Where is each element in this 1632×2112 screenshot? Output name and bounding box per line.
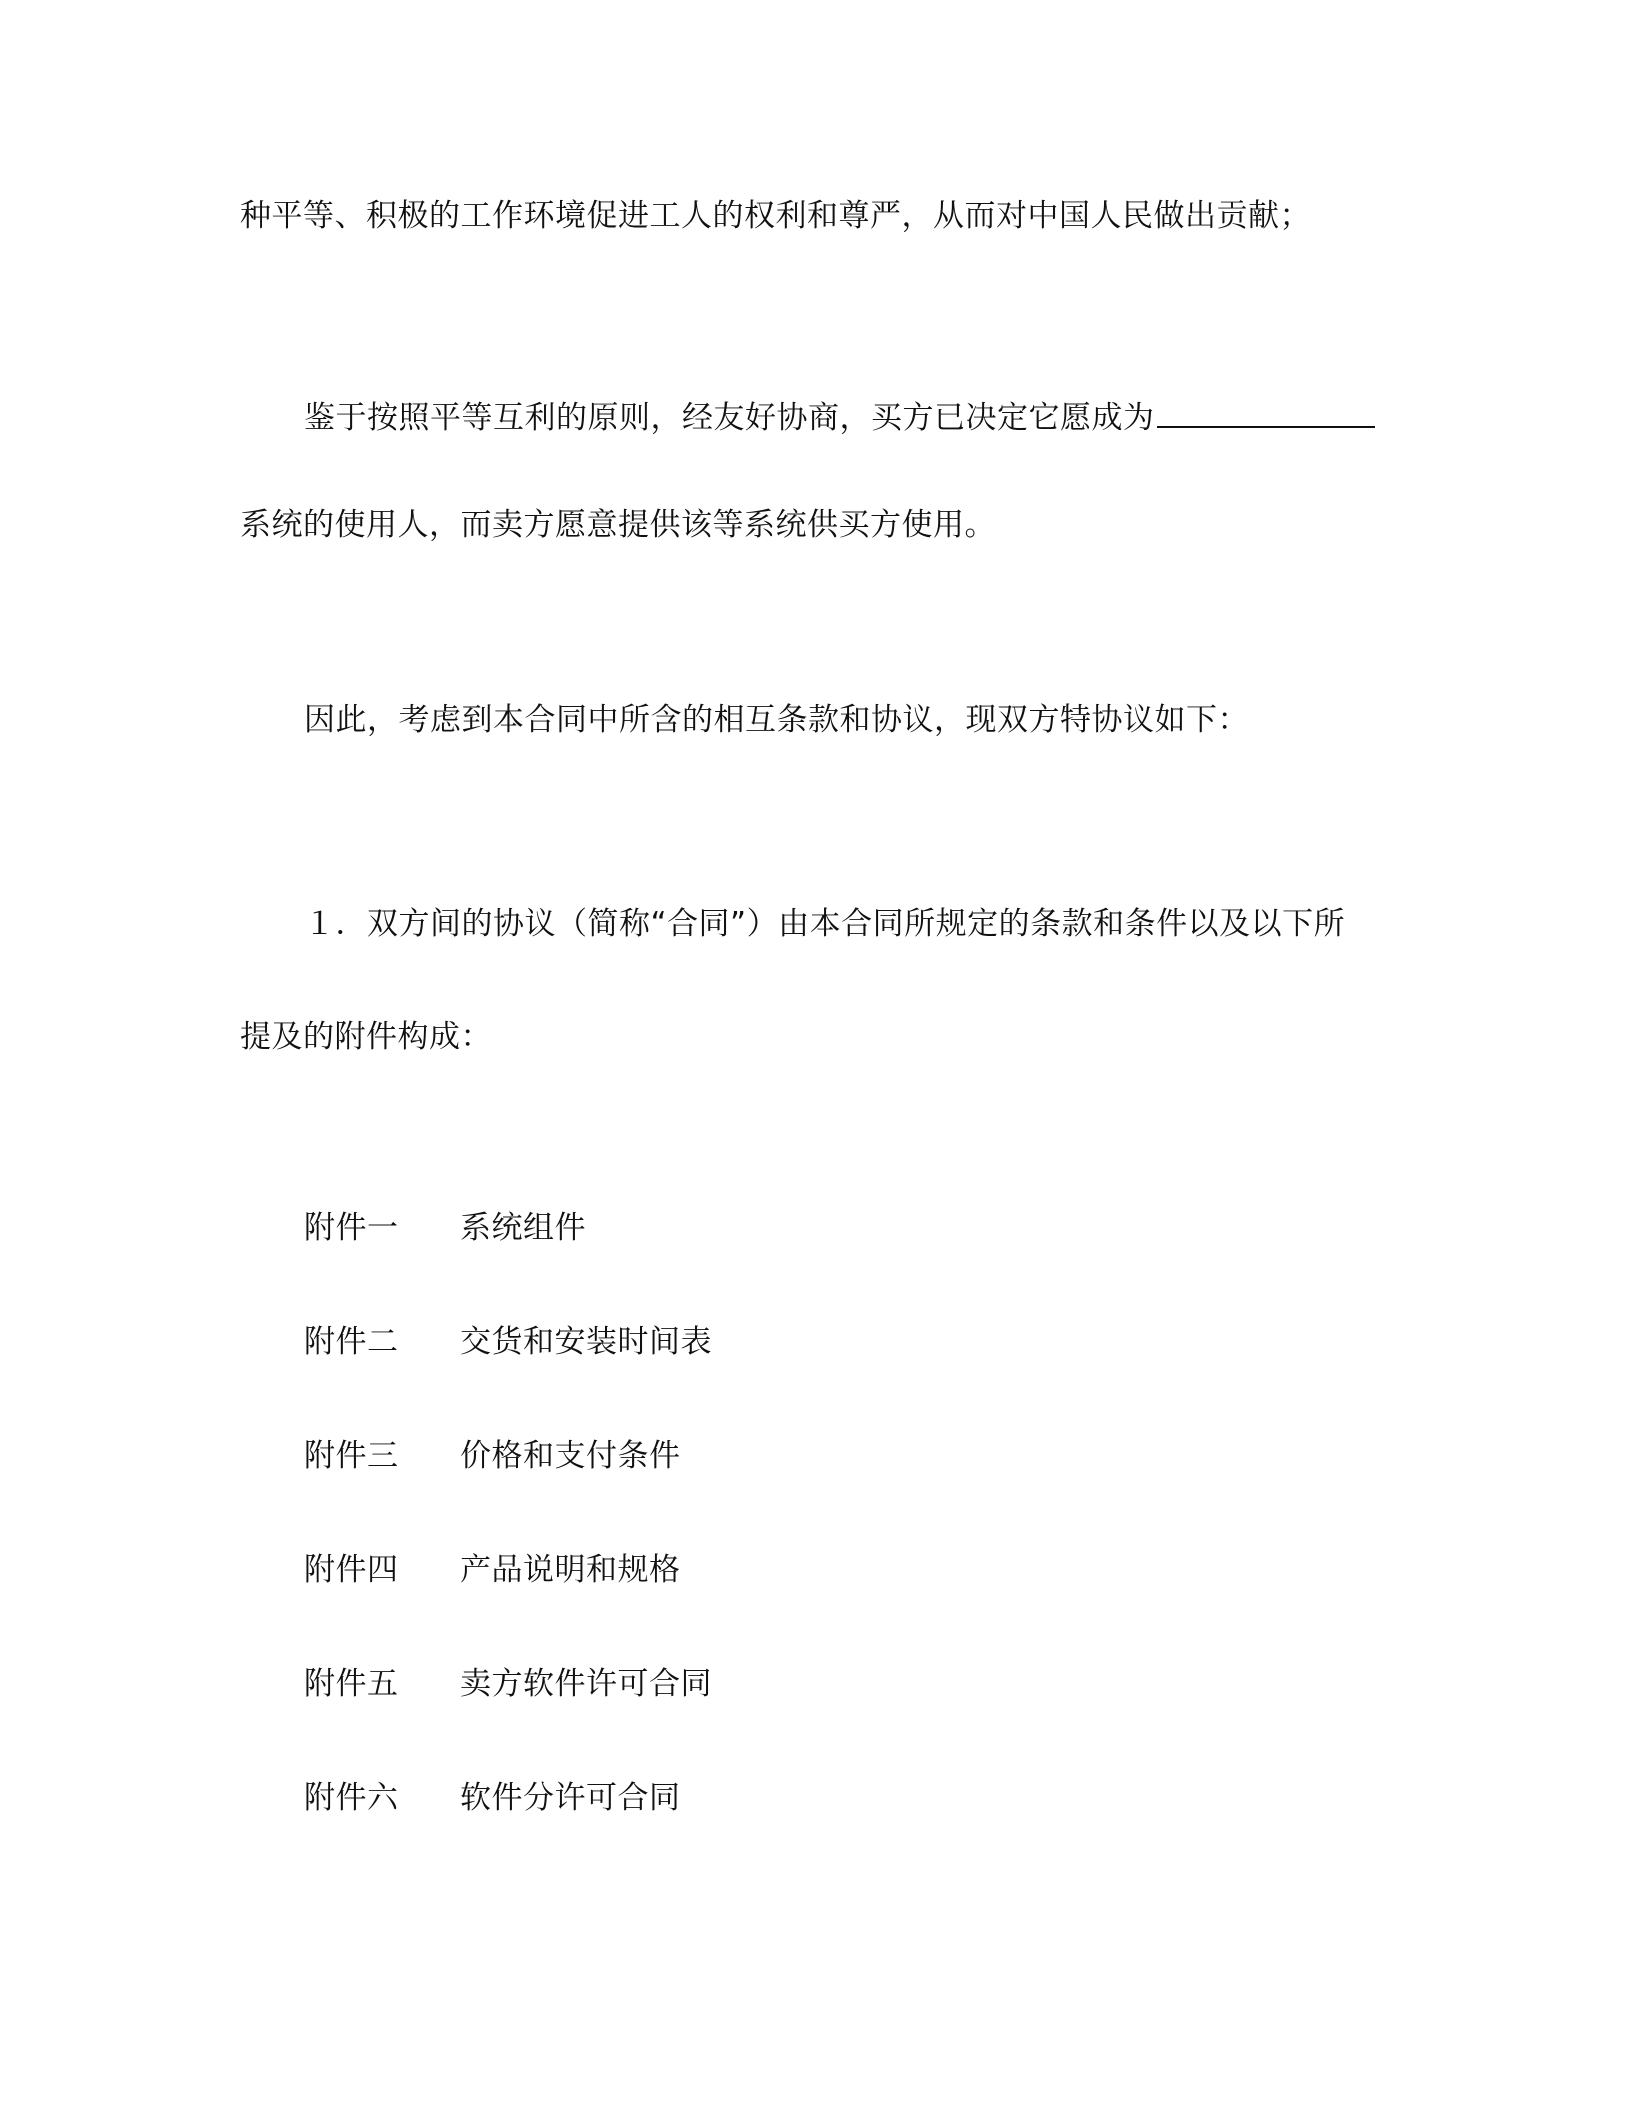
annex-title: 价格和支付条件 — [460, 1438, 681, 1474]
annex-title: 软件分许可合同 — [460, 1780, 681, 1816]
annex-title: 产品说明和规格 — [460, 1552, 681, 1588]
annex-number: 附件四 — [304, 1552, 399, 1588]
paragraph-line: 种平等、积极的工作环境促进工人的权利和尊严，从而对中国人民做出贡献； — [240, 198, 1311, 234]
annex-number: 附件五 — [304, 1666, 399, 1702]
paragraph-text: 鉴于按照平等互利的原则，经友好协商，买方已决定它愿成为 — [304, 400, 1155, 436]
annex-title: 卖方软件许可合同 — [460, 1666, 712, 1702]
annex-title: 交货和安装时间表 — [460, 1324, 712, 1360]
annex-list — [304, 1208, 712, 1892]
clause-line: 提及的附件构成： — [240, 1019, 492, 1055]
fill-in-blank — [1157, 392, 1375, 428]
annex-number: 附件三 — [304, 1438, 399, 1474]
paragraph-line — [304, 392, 1375, 438]
annex-number: 附件二 — [304, 1324, 399, 1360]
clause-line: １．双方间的协议（简称“合同”）由本合同所规定的条款和条件以及以下所 — [304, 906, 1346, 942]
paragraph-line: 系统的使用人，而卖方愿意提供该等系统供买方使用。 — [240, 507, 996, 543]
annex-title: 系统组件 — [460, 1210, 586, 1246]
annex-number: 附件六 — [304, 1780, 399, 1816]
annex-item — [304, 1664, 712, 1778]
paragraph-line: 因此，考虑到本合同中所含的相互条款和协议，现双方特协议如下： — [304, 702, 1249, 738]
annex-number: 附件一 — [304, 1210, 399, 1246]
annex-item — [304, 1778, 712, 1892]
annex-item — [304, 1436, 712, 1550]
annex-item — [304, 1550, 712, 1664]
annex-item — [304, 1322, 712, 1436]
annex-item — [304, 1208, 712, 1322]
